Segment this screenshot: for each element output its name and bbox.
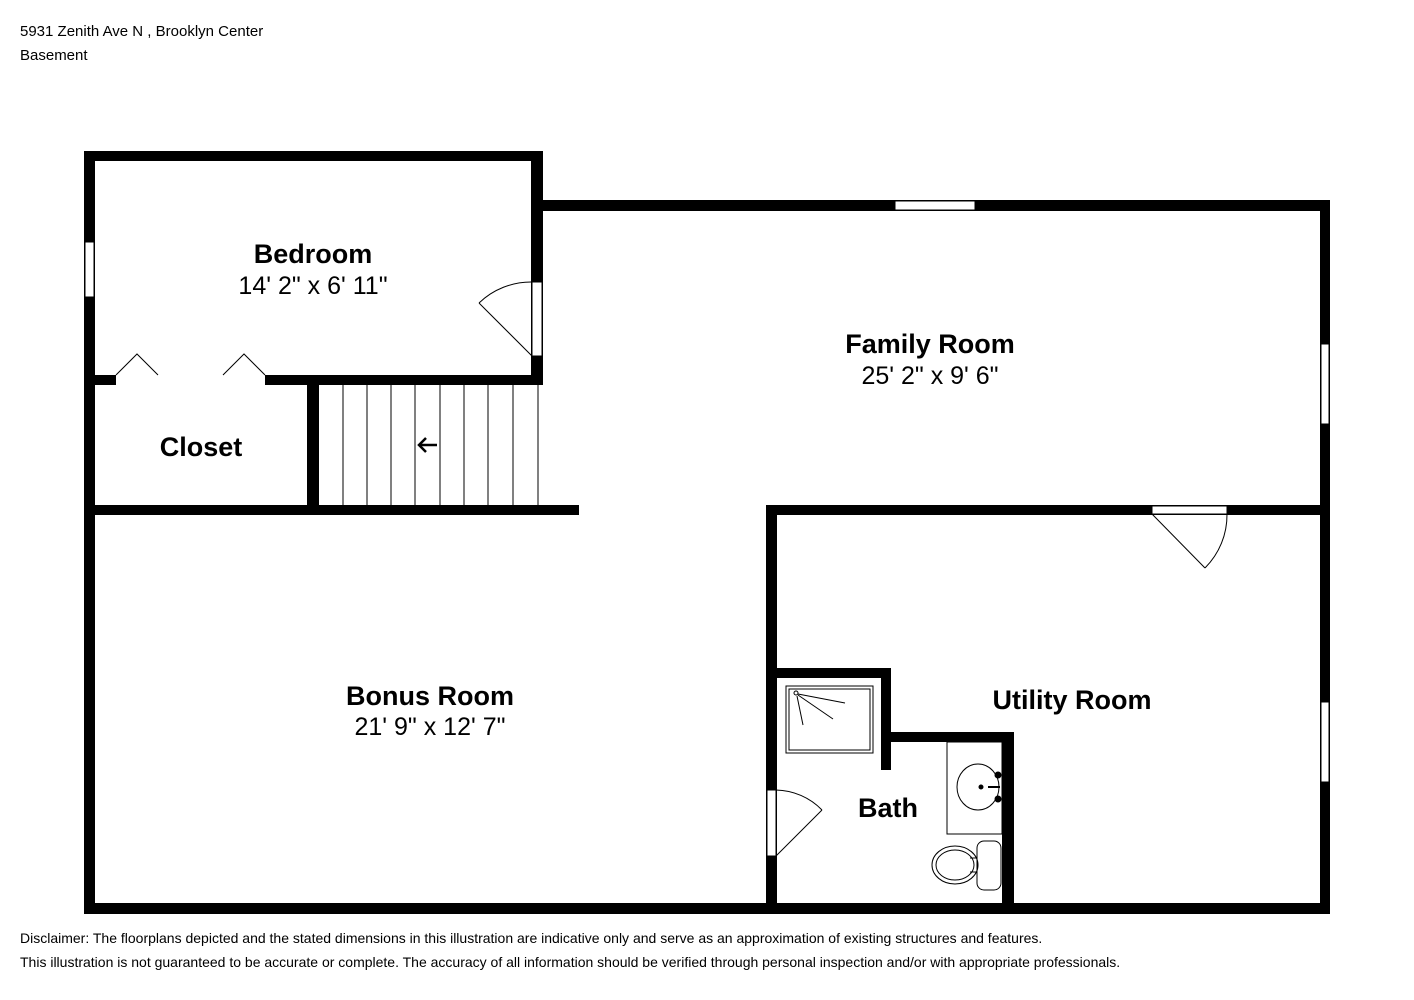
- door-utility-opening: [1152, 506, 1227, 514]
- bonus-room-dimensions: 21' 9" x 12' 7": [354, 713, 506, 741]
- window-bedroom-left: [85, 242, 94, 297]
- family-room-name: Family Room: [845, 329, 1015, 359]
- door-utility-swing: [1205, 514, 1227, 568]
- door-bedroom-opening: [532, 282, 542, 356]
- wall-shower-top: [777, 668, 891, 678]
- closet-door-opening: [116, 376, 265, 384]
- sink-icon: [947, 742, 1002, 834]
- disclaimer-line-2: This illustration is not guaranteed to be accurate or complete. The accuracy of all information should be verified through personal inspection and/or with appropriate professionals.: [20, 954, 1121, 970]
- window-family-top: [895, 201, 975, 210]
- property-address: 5931 Zenith Ave N , Brooklyn Center: [20, 23, 264, 40]
- disclaimer-line-1: Disclaimer: The floorplans depicted and the stated dimensions in this illustration are indicative only and serve as an approximation of existing structures and features.: [20, 930, 1043, 946]
- wall-bath-top: [881, 732, 1014, 742]
- wall-bedroom-bottom-left: [84, 375, 116, 385]
- wall-bedroom-top: [84, 151, 543, 161]
- family-room-dimensions: 25' 2" x 9' 6": [861, 362, 999, 390]
- window-utility-right: [1321, 702, 1329, 782]
- door-bedroom-leaf: [479, 303, 532, 356]
- staircase: [343, 385, 538, 505]
- wall-closet-right: [307, 375, 319, 515]
- wall-bedroom-bottom-right: [265, 375, 543, 385]
- bath-name: Bath: [858, 793, 918, 823]
- bedroom-name: Bedroom: [253, 239, 373, 269]
- fixtures: [786, 686, 1002, 890]
- wall-utility-top: [766, 505, 1330, 515]
- utility-room-name: Utility Room: [992, 685, 1152, 715]
- wall-bonus-top: [84, 505, 579, 515]
- closet-door-right: [223, 354, 265, 375]
- wall-exterior-bottom: [84, 903, 1330, 914]
- door-bath-opening: [767, 790, 776, 856]
- shower-icon: [786, 686, 873, 753]
- bedroom-dimensions: 14' 2" x 6' 11": [238, 272, 388, 300]
- toilet-icon: [932, 841, 1001, 890]
- doors: [116, 282, 1227, 856]
- stair-direction-arrow-icon: [419, 438, 437, 452]
- door-bath-swing: [776, 790, 822, 810]
- closet-name: Closet: [159, 432, 243, 462]
- wall-exterior-right: [1320, 200, 1330, 914]
- wall-bath-right: [1002, 732, 1014, 914]
- door-bedroom-swing: [479, 282, 532, 303]
- bonus-room-name: Bonus Room: [346, 681, 514, 711]
- door-utility-leaf: [1152, 514, 1205, 568]
- wall-shower-right: [881, 668, 891, 770]
- floor-level-label: Basement: [20, 47, 88, 64]
- door-bath-leaf: [776, 810, 822, 856]
- window-family-right: [1321, 344, 1329, 424]
- closet-door-left: [116, 354, 158, 375]
